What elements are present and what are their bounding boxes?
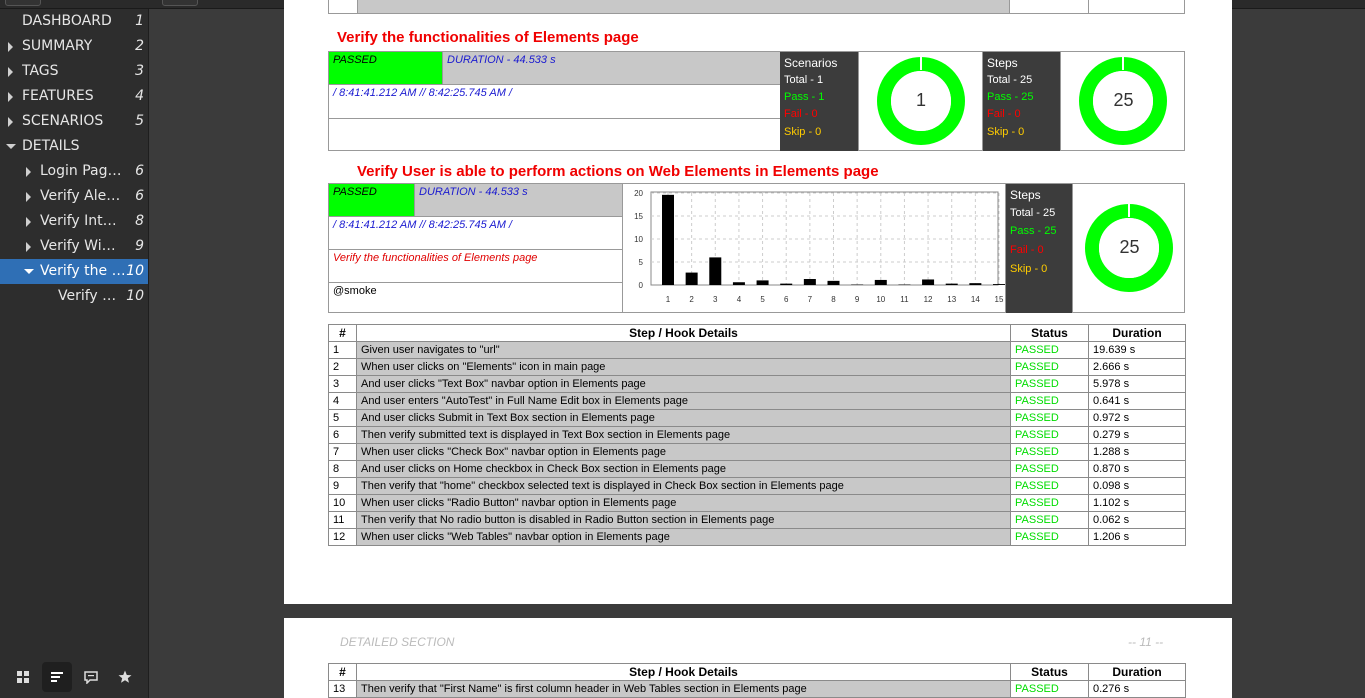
x-tick-label: 13 [947,295,957,304]
scenarios-header: Scenarios [784,56,838,70]
sidebar-item-label: Verify the … [40,263,126,279]
step-duration: 1.206 s [1089,529,1186,546]
chevron-right-icon[interactable] [8,67,13,77]
sidebar-item-7[interactable] [0,184,148,209]
sidebar-item-label: SCENARIOS [22,113,104,129]
col-header-details: Step / Hook Details [357,325,1011,342]
step-duration: 0.062 s [1089,512,1186,529]
bar [804,279,816,285]
table-row [329,478,1186,495]
table-row [329,376,1186,393]
step-details: Then verify that "First Name" is first column header in Web Tables section in Elements page [357,681,1011,698]
step-details: When user clicks on "Elements" icon in main page [357,359,1011,376]
sidebar-item-8[interactable] [0,209,148,234]
previous-table-fragment [328,0,1185,14]
y-tick-label: 15 [634,212,643,221]
x-tick-label: 7 [807,295,813,304]
feature-steps-donut-chart [1060,52,1185,151]
bar [875,280,887,285]
scenario-summary-box [328,183,1185,313]
x-tick-label: 1 [665,295,671,304]
step-status: PASSED [1011,461,1089,478]
scenarios-total: Total - 1 [784,74,824,86]
bar [969,283,981,285]
y-tick-label: 5 [638,258,643,267]
bar [686,273,698,285]
steps-header: Steps [1010,188,1041,202]
chevron-right-icon[interactable] [26,167,31,177]
bar [946,284,958,285]
step-duration: 0.279 s [1089,427,1186,444]
sidebar-item-page: 4 [135,88,144,104]
thumbnails-icon[interactable] [8,662,38,692]
sidebar-item-10[interactable] [0,259,148,284]
scenarios-skip: Skip - 0 [784,126,822,138]
table-row [329,444,1186,461]
x-tick-label: 3 [713,295,718,304]
sidebar-item-label: Verify Int… [40,213,117,229]
x-tick-label: 6 [783,295,789,304]
document-page [284,0,1232,604]
sidebar-item-0[interactable] [0,9,148,34]
sidebar-item-page: 6 [135,163,144,179]
bar [780,284,792,285]
scenarios-pass: Pass - 1 [784,91,825,103]
sidebar-item-page: 8 [135,213,144,229]
steps-skip: Skip - 0 [1010,263,1048,275]
sidebar-item-label: TAGS [22,63,59,79]
scenarios-donut-label: 1 [915,90,926,110]
steps-skip: Skip - 0 [987,126,1025,138]
step-duration: 0.972 s [1089,410,1186,427]
feature-steps-stats [982,52,1060,151]
step-status: PASSED [1011,478,1089,495]
sidebar-item-label: Verify Wi… [40,238,116,254]
sidebar-item-4[interactable] [0,109,148,134]
step-index: 6 [329,427,357,444]
x-tick-label: 2 [689,295,694,304]
chevron-right-icon[interactable] [26,217,31,227]
step-duration-bar-chart [622,184,1005,313]
sidebar-item-page: 2 [135,38,144,54]
sidebar-item-page: 9 [135,238,144,254]
step-duration: 5.978 s [1089,376,1186,393]
step-details: When user clicks "Check Box" navbar option in Elements page [357,444,1011,461]
sidebar-item-label: DASHBOARD [22,13,112,29]
step-duration: 1.288 s [1089,444,1186,461]
steps-table [328,324,1186,546]
sidebar-item-11[interactable] [0,284,148,309]
steps-table-continued [328,663,1186,698]
sidebar-item-9[interactable] [0,234,148,259]
steps-pass: Pass - 25 [987,91,1034,103]
col-header-status: Status [1011,664,1089,681]
step-status: PASSED [1011,410,1089,427]
table-row [329,461,1186,478]
feature-duration: DURATION - 44.533 s [442,52,780,84]
step-index: 2 [329,359,357,376]
col-header-details: Step / Hook Details [357,664,1011,681]
table-header-row [329,664,1186,681]
table-row [329,393,1186,410]
step-index: 10 [329,495,357,512]
step-status: PASSED [1011,495,1089,512]
step-details: When user clicks "Radio Button" navbar option in Elements page [357,495,1011,512]
steps-pass: Pass - 25 [1010,225,1057,237]
outline-sidebar [0,9,149,698]
bar-chart-svg [623,184,1006,313]
step-details: When user clicks "Web Tables" navbar option in Elements page [357,529,1011,546]
table-row [329,495,1186,512]
step-status: PASSED [1011,529,1089,546]
step-duration: 1.102 s [1089,495,1186,512]
col-header-duration: Duration [1089,325,1186,342]
step-index: 4 [329,393,357,410]
scenarios-donut-chart [858,52,982,151]
sidebar-item-3[interactable] [0,84,148,109]
y-tick-label: 20 [634,189,643,198]
bar [828,281,840,285]
sidebar-item-page: 1 [135,13,144,29]
x-tick-label: 12 [923,295,933,304]
step-index: 9 [329,478,357,495]
feature-steps-donut-label: 25 [1113,90,1134,110]
step-duration: 0.098 s [1089,478,1186,495]
x-tick-label: 10 [876,295,886,304]
sidebar-item-page: 5 [135,113,144,129]
scenarios-stats [780,52,858,151]
sidebar-item-6[interactable] [0,159,148,184]
step-duration: 19.639 s [1089,342,1186,359]
x-tick-label: 8 [831,295,836,304]
x-tick-label: 11 [900,295,909,304]
col-header-index: # [329,664,357,681]
toolbar-button[interactable] [162,0,198,6]
scenario-tag: @smoke [329,282,622,313]
sidebar-item-2[interactable] [0,59,148,84]
sidebar-item-label: DETAILS [22,138,80,154]
step-details: And user enters "AutoTest" in Full Name Edit box in Elements page [357,393,1011,410]
steps-fail: Fail - 0 [987,108,1021,120]
bookmarks-icon[interactable] [110,662,140,692]
x-tick-label: 14 [970,295,980,304]
step-details: And user clicks Submit in Text Box section in Elements page [357,410,1011,427]
table-row [329,427,1186,444]
document-page-2 [284,618,1232,698]
bar [662,195,674,285]
step-status: PASSED [1011,427,1089,444]
bar [733,282,745,285]
step-duration: 0.276 s [1089,681,1186,698]
col-header-index: # [329,325,357,342]
sidebar-item-page: 6 [135,188,144,204]
chevron-right-icon[interactable] [8,42,13,52]
scenario-steps-donut-label: 25 [1119,237,1140,257]
step-index: 7 [329,444,357,461]
table-row [329,681,1186,698]
feature-timestamps: / 8:41:41.212 AM // 8:42:25.745 AM / [329,84,780,118]
sidebar-bottom-bar [0,654,148,698]
sidebar-item-label: SUMMARY [22,38,93,54]
scenario-status: PASSED [329,184,414,216]
outline-icon[interactable] [42,662,72,692]
sidebar-item-page: 3 [135,63,144,79]
x-tick-label: 15 [994,295,1004,304]
x-tick-label: 5 [760,295,765,304]
y-tick-label: 10 [634,235,643,244]
scenario-duration: DURATION - 44.533 s [414,184,622,216]
step-status: PASSED [1011,376,1089,393]
col-header-duration: Duration [1089,664,1186,681]
y-tick-label: 0 [638,281,643,290]
sidebar-item-page: 10 [126,288,144,304]
sidebar-item-5[interactable] [0,134,148,159]
step-details: And user clicks "Text Box" navbar option in Elements page [357,376,1011,393]
scenario-steps-donut-chart [1072,184,1185,313]
steps-total: Total - 25 [987,74,1033,86]
scenario-timestamps: / 8:41:41.212 AM // 8:42:25.745 AM / [329,216,622,249]
step-status: PASSED [1011,444,1089,461]
table-row [329,512,1186,529]
col-header-status: Status [1011,325,1089,342]
step-status: PASSED [1011,359,1089,376]
step-details: Then verify submitted text is displayed in Text Box section in Elements page [357,427,1011,444]
step-status: PASSED [1011,512,1089,529]
bar [993,284,1005,285]
step-index: 5 [329,410,357,427]
step-duration: 0.641 s [1089,393,1186,410]
bar [922,279,934,285]
feature-title: Verify the functionalities of Elements page [337,29,639,46]
step-details: And user clicks on Home checkbox in Check Box section in Elements page [357,461,1011,478]
table-row [329,529,1186,546]
chevron-right-icon[interactable] [8,92,13,102]
x-tick-label: 9 [854,295,860,304]
step-details: Then verify that "home" checkbox selected text is displayed in Check Box section in Elements page [357,478,1011,495]
step-index: 13 [329,681,357,698]
step-index: 8 [329,461,357,478]
step-details: Then verify that No radio button is disabled in Radio Button section in Elements page [357,512,1011,529]
sidebar-item-label: Verify Ale… [40,188,121,204]
table-row [329,342,1186,359]
scenarios-fail: Fail - 0 [784,108,818,120]
step-index: 3 [329,376,357,393]
page-number: -- 11 -- [1128,635,1164,649]
chevron-right-icon[interactable] [8,117,13,127]
scenario-title: Verify User is able to perform actions on Web Elements in Elements page [357,163,879,180]
feature-status: PASSED [329,52,442,84]
scenario-steps-stats [1005,184,1072,313]
table-row [329,410,1186,427]
feature-empty-cell [329,118,780,151]
feature-summary-box [328,51,1185,151]
bar [757,280,769,285]
step-details: Given user navigates to "url" [357,342,1011,359]
step-status: PASSED [1011,393,1089,410]
sidebar-item-label: Verify … [58,288,117,304]
step-status: PASSED [1011,681,1089,698]
chevron-down-icon[interactable] [24,269,34,274]
chevron-right-icon[interactable] [26,242,31,252]
step-index: 1 [329,342,357,359]
bar [709,257,721,285]
step-duration: 0.870 s [1089,461,1186,478]
step-index: 12 [329,529,357,546]
table-row [329,359,1186,376]
comments-icon[interactable] [76,662,106,692]
section-label: DETAILED SECTION [340,635,455,649]
step-duration: 2.666 s [1089,359,1186,376]
steps-total: Total - 25 [1010,207,1056,219]
steps-fail: Fail - 0 [1010,244,1044,256]
sidebar-item-label: FEATURES [22,88,94,104]
step-index: 11 [329,512,357,529]
steps-header: Steps [987,56,1018,70]
toolbar-button[interactable] [5,0,41,6]
table-header-row [329,325,1186,342]
step-status: PASSED [1011,342,1089,359]
sidebar-item-label: Login Pag… [40,163,122,179]
x-tick-label: 4 [736,295,742,304]
sidebar-item-1[interactable] [0,34,148,59]
sidebar-item-page: 10 [126,263,144,279]
chevron-down-icon[interactable] [6,144,16,149]
scenario-feature-ref: Verify the functionalities of Elements page [329,249,622,282]
chevron-right-icon[interactable] [26,192,31,202]
